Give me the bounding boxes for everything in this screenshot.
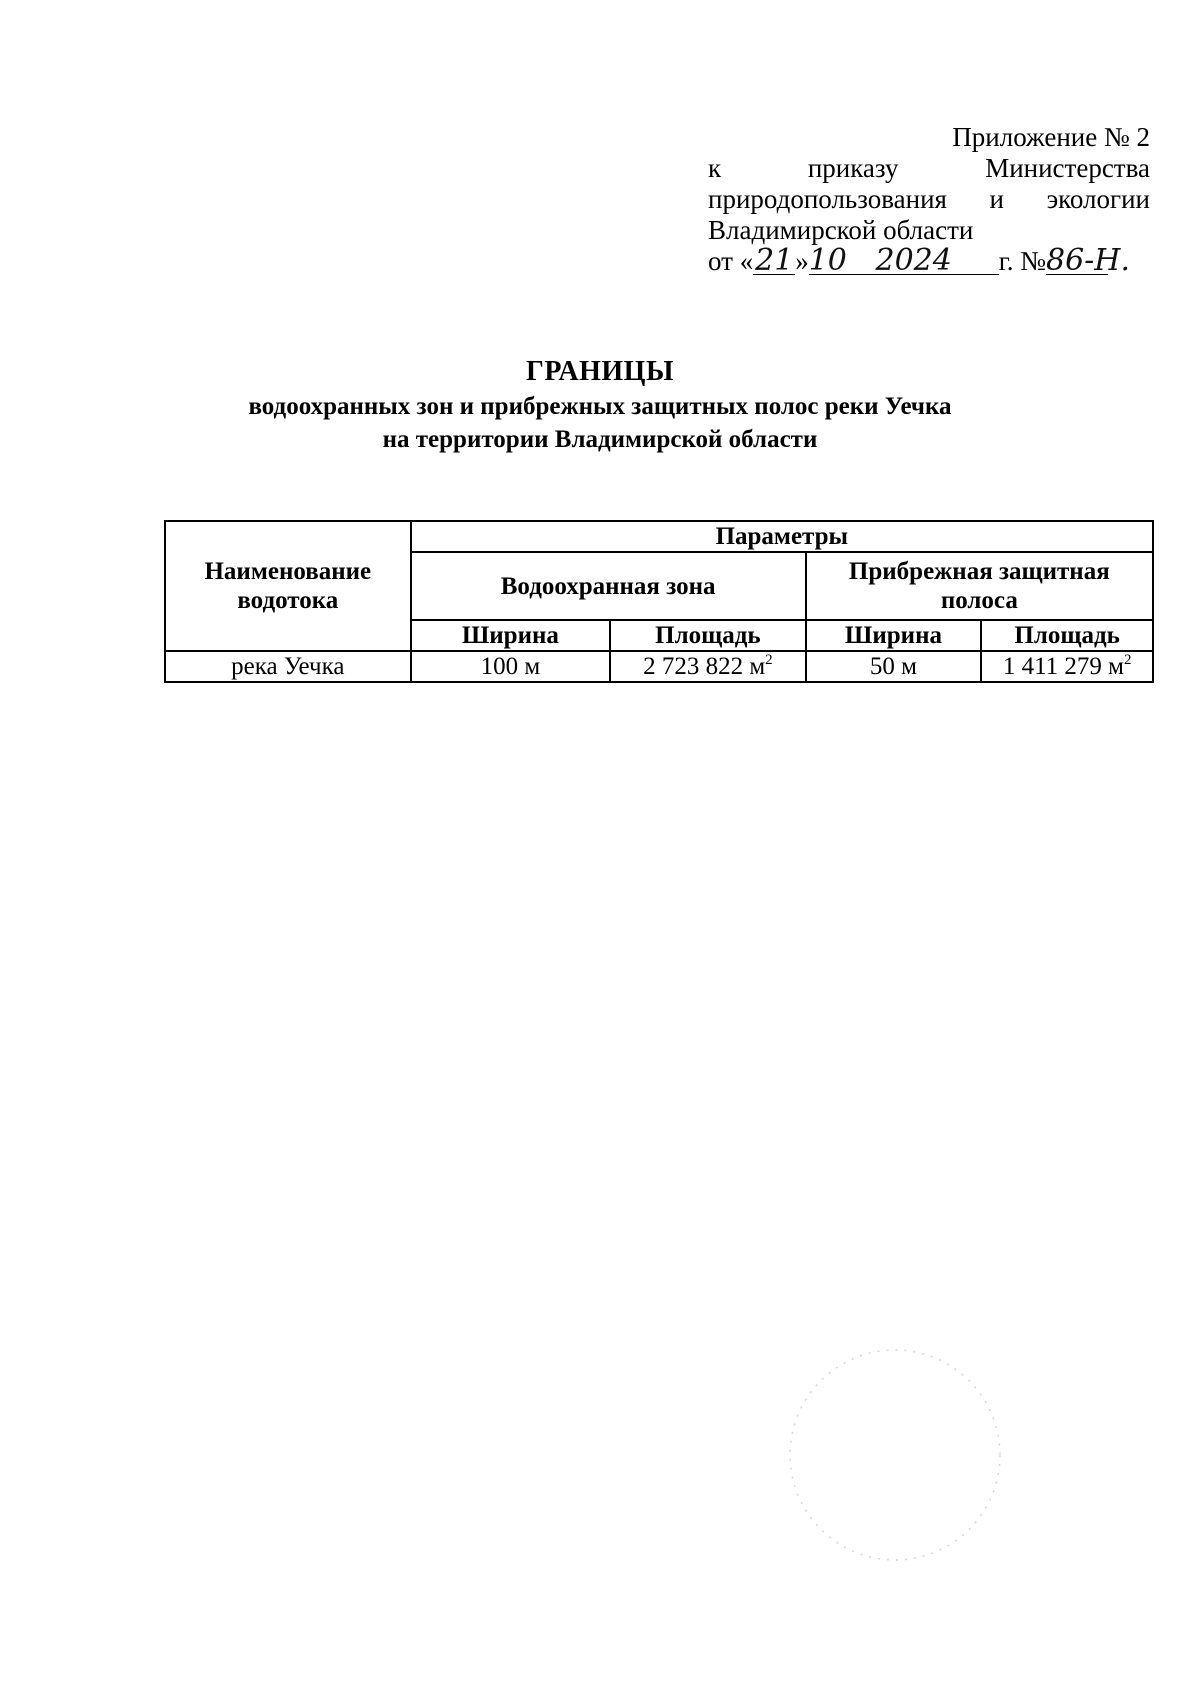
date-month: 10 bbox=[808, 243, 847, 278]
zone-area-value: 2 723 822 м bbox=[643, 653, 766, 680]
faint-seal-stamp bbox=[780, 1340, 1010, 1570]
cell-strip-width: 50 м bbox=[806, 651, 982, 682]
cell-watercourse-name: река Уечка bbox=[165, 651, 411, 682]
zone-area-exponent: 2 bbox=[765, 652, 773, 668]
word-prirodopolzovaniya: природопользования bbox=[708, 184, 947, 214]
date-year: 2024 bbox=[875, 243, 952, 278]
header-zone-area: Площадь bbox=[610, 620, 806, 651]
cell-zone-width: 100 м bbox=[411, 651, 610, 682]
header-water-protection-zone: Водоохранная зона bbox=[411, 552, 806, 620]
header-coastal-strip: Прибрежная защитная полоса bbox=[806, 552, 1153, 620]
header-parameters: Параметры bbox=[411, 521, 1153, 552]
header-strip-width: Ширина bbox=[806, 620, 982, 651]
word-ministry: Министерства bbox=[985, 153, 1150, 183]
cell-zone-area bbox=[610, 651, 806, 682]
cell-strip-area bbox=[981, 651, 1153, 682]
appendix-number: Приложение № 2 bbox=[952, 122, 1150, 152]
document-title: ГРАНИЦЫ bbox=[526, 356, 674, 387]
table-row bbox=[165, 651, 1153, 682]
strip-area-value: 1 411 279 м bbox=[1002, 653, 1124, 680]
appendix-date-line bbox=[708, 243, 1150, 278]
date-month-year bbox=[808, 243, 999, 278]
word-ekologii: экологии bbox=[1046, 184, 1150, 214]
date-prefix: от « bbox=[708, 246, 754, 276]
date-mid: » bbox=[795, 246, 809, 276]
table-header-row bbox=[165, 521, 1153, 552]
appendix-line-order bbox=[708, 153, 1150, 184]
word-prikazu: приказу bbox=[807, 153, 899, 183]
word-i: и bbox=[989, 184, 1004, 214]
word-k: к bbox=[708, 153, 722, 183]
number-prefix: г. № bbox=[998, 246, 1046, 276]
header-strip-area: Площадь bbox=[981, 620, 1153, 651]
document-subtitle-2: на территории Владимирской области bbox=[382, 426, 818, 453]
date-day: 21 bbox=[755, 243, 794, 278]
appendix-line-ministry bbox=[708, 184, 1150, 215]
document-subtitle-1: водоохранных зон и прибрежных защитных полос реки Уечка bbox=[248, 393, 952, 420]
appendix-region: Владимирской области bbox=[708, 215, 974, 245]
header-zone-width: Ширина bbox=[411, 620, 610, 651]
parameters-table bbox=[164, 520, 1154, 683]
header-watercourse-name: Наименование водотока bbox=[165, 521, 411, 651]
order-number: 86-Н. bbox=[1046, 243, 1131, 278]
strip-area-exponent: 2 bbox=[1123, 652, 1132, 668]
